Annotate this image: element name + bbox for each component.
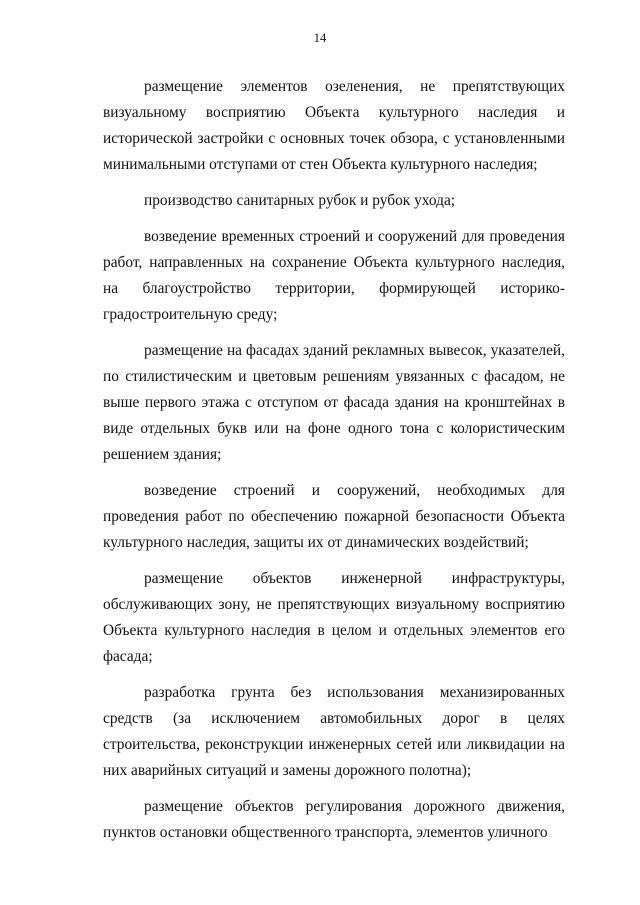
paragraph-fire-safety: возведение строений и сооружений, необходимых для проведения работ по обеспечению пожарной безопасности Объекта культурного наследия, защиты их от динамических воздействий; [103,482,565,551]
paragraph-signage: размещение на фасадах зданий рекламных вывесок, указателей, по стилистическим и цветовым решениям увязанных с фасадом, не выше первого этажа с отступом от фасада здания на кронштейнах в виде отдельных букв или на фоне одного тона с колористическим решением здания; [103,342,565,463]
paragraph-greenery: размещение элементов озеленения, не препятствующих визуальному восприятию Объекта культурного наследия и исторической застройки с основных точек обзора, с установленными минимальными отступами от стен Объекта культурного наследия; [103,78,565,173]
paragraph-temporary-structures: возведение временных строений и сооружений для проведения работ, направленных на сохранение Объекта культурного наследия, на благоустройство территории, формирующей историко-градостроительную среду; [103,228,565,323]
paragraph-sanitary-felling: производство санитарных рубок и рубок ухода; [144,192,456,209]
paragraph-soil-works: разработка грунта без использования механизированных средств (за исключением автомобильных дорог в целях строительства, реконструкции инженерных сетей или ликвидации на них аварийных ситуаций и замены дорожного полотна); [103,684,565,779]
body-text [103,74,565,856]
paragraph-traffic-objects: размещение объектов регулирования дорожного движения, пунктов остановки общественного транспорта, элементов уличного [103,798,565,841]
paragraph-engineering-infrastructure: размещение объектов инженерной инфраструктуры, обслуживающих зону, не препятствующих визуальному восприятию Объекта культурного наследия в целом и отдельных элементов его фасада; [103,570,565,665]
page-number: 14 [313,31,327,45]
